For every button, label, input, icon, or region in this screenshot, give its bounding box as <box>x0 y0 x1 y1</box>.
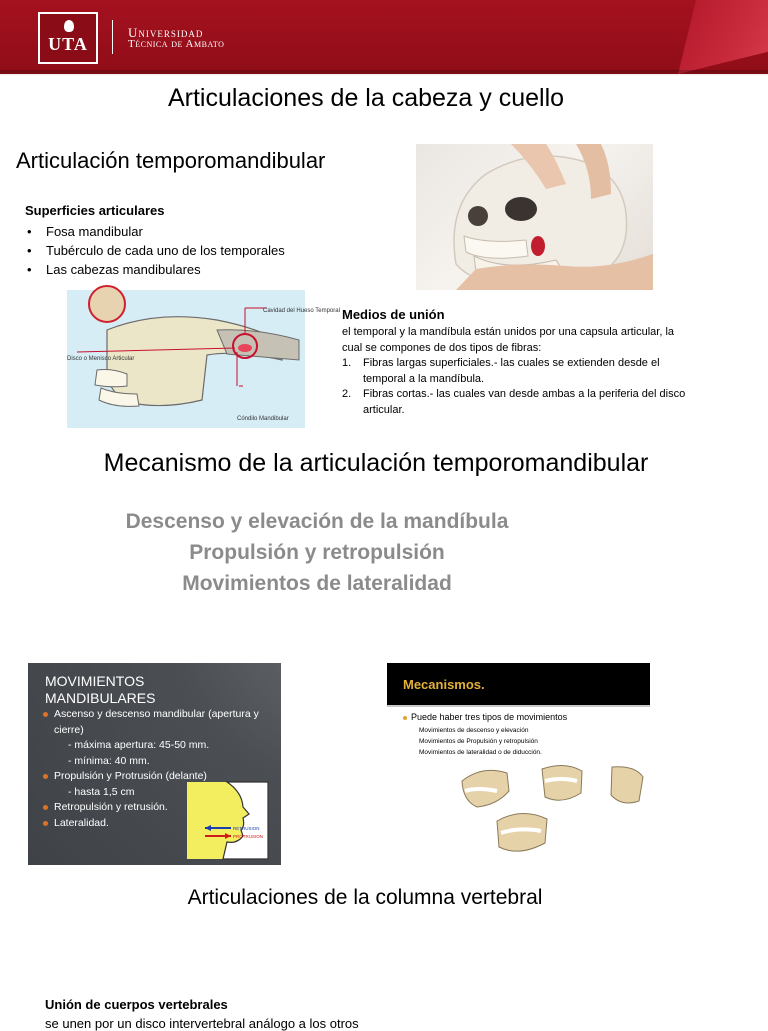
slide-title-line: MOVIMIENTOS <box>45 673 145 689</box>
flame-icon <box>64 20 74 32</box>
tmj-label-cavity: Cavidad del Hueso Temporal <box>263 308 340 314</box>
list-item: • Las cabezas mandibulares <box>25 260 285 279</box>
medios-text: el temporal y la mandíbula están unidos por una capsula articular, la cual se compones de dos tipos de fibras: <box>342 326 675 354</box>
university-subname: Técnica de Ambato <box>128 38 225 50</box>
slide-subitem: - mínima: 40 mm. <box>68 754 150 767</box>
list-number: 2. <box>342 388 352 400</box>
arrow-label-retrusion: RETRUSION <box>233 826 260 831</box>
banner-shadow <box>0 70 768 76</box>
union-title: Unión de cuerpos vertebrales <box>45 997 228 1012</box>
university-banner <box>0 0 768 74</box>
tmj-heading: Articulación temporomandibular <box>16 148 326 173</box>
movement-line: Descenso y elevación de la mandíbula <box>125 510 509 533</box>
logo-text: UTA <box>48 34 88 54</box>
list-item: • Fosa mandibular <box>25 222 285 241</box>
movement-line: Movimientos de lateralidad <box>182 572 452 595</box>
banner-fold-decoration <box>678 0 768 74</box>
list-item <box>342 387 692 418</box>
logo-divider <box>112 20 113 54</box>
list-number: 1. <box>342 357 352 369</box>
slide-subpoint: Movimientos de Propulsión y retropulsión <box>419 738 538 745</box>
slide-subpoint: Movimientos de lateralidad o de diducción. <box>419 749 542 756</box>
slide-header-title: Mecanismos. <box>403 677 485 692</box>
movement-line: Propulsión y retropulsión <box>189 541 445 564</box>
slide-header-rule <box>387 705 650 707</box>
slide-item: Lateralidad. <box>42 816 272 832</box>
slide-subitem: - hasta 1,5 cm <box>68 785 135 798</box>
tmj-label-condyle: Cóndilo Mandibular <box>237 416 289 422</box>
slide-title <box>45 673 155 707</box>
face-profile-illustration <box>187 782 268 859</box>
surfaces-list <box>25 222 285 279</box>
movements-list <box>0 506 634 599</box>
university-name: Universidad <box>128 25 204 40</box>
slide-item: Propulsión y Protrusión (delante) <box>42 769 272 785</box>
arrow-label-protrusion: PROTRUSION <box>233 834 264 839</box>
surfaces-title: Superficies articulares <box>25 203 165 218</box>
uta-logo <box>38 12 98 64</box>
mechanisms-slide <box>387 663 650 865</box>
skull-photo <box>416 144 653 290</box>
page-title: Articulaciones de la cabeza y cuello <box>167 84 565 112</box>
slide-point: Puede haber tres tipos de movimientos <box>403 712 567 722</box>
slide-subpoint: Movimientos de descenso y elevación <box>419 727 529 734</box>
mandibular-movements-slide <box>28 663 281 865</box>
medios-title: Medios de unión <box>342 307 445 322</box>
mechanism-heading: Mecanismo de la articulación temporomandibular <box>103 449 649 477</box>
union-text: se unen por un disco intervertebral análogo a los otros <box>45 1016 359 1031</box>
slide-subitem: - máxima apertura: 45-50 mm. <box>68 739 210 751</box>
spine-heading: Articulaciones de la columna vertebral <box>187 886 543 909</box>
jaw-illustrations <box>457 761 647 865</box>
slide-item: Ascenso y descenso mandibular (apertura y cierre) <box>42 707 272 738</box>
slide-title-line: MANDIBULARES <box>45 690 156 706</box>
slide-item: Retropulsión y retrusión. <box>42 800 272 816</box>
list-item: • Tubérculo de cada uno de los temporales <box>25 241 285 260</box>
tmj-diagram <box>67 290 340 428</box>
medios-list <box>342 356 692 418</box>
list-text: Fibras cortas.- las cuales van desde ambas a la periferia del disco articular. <box>363 388 686 416</box>
slide-header <box>387 663 650 705</box>
list-item <box>342 356 692 387</box>
tmj-label-disc: Disco o Menisco Articular <box>67 356 135 362</box>
list-text: Fibras largas superficiales.- las cuales se extienden desde el temporal a la mandíbula. <box>363 357 660 385</box>
